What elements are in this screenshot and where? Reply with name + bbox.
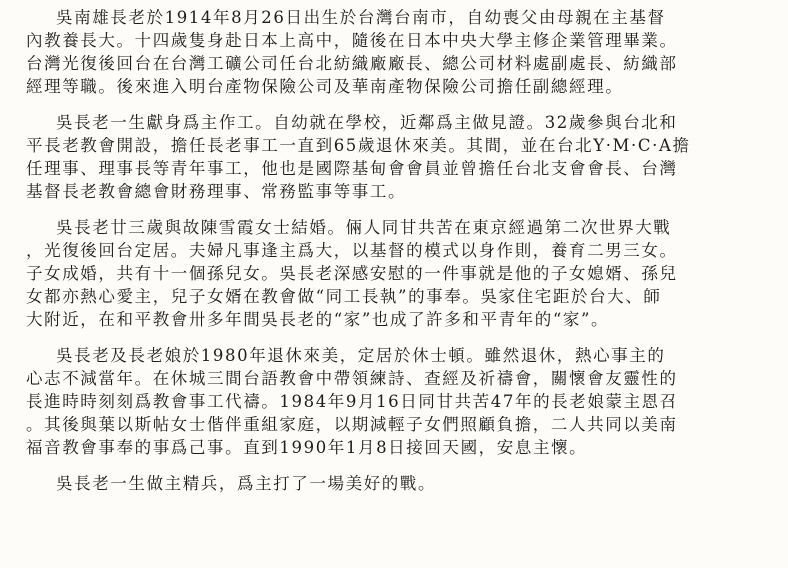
text-line: 長進時時刻刻爲教會事工代禱。1984年9月16日同甘共苦47年的長老娘蒙主恩召 bbox=[26, 392, 678, 411]
text-line: 女都亦熱心愛主，兒子女婿在教會做“同工長執”的事奉。吳家住宅距於台大、師 bbox=[26, 287, 662, 306]
text-line: 吳長老一生獻身爲主作工。自幼就在學校，近鄰爲主做見證。32歲參與台北和 bbox=[56, 113, 678, 132]
paragraph-biography-early-life bbox=[26, 6, 766, 98]
text-line: ，光復後回台定居。夫婦凡事逢主爲大，以基督的模式以身作則，養育二男三女。 bbox=[26, 241, 678, 260]
text-line: 心志不減當年。在休城三間台語教會中帶領練詩、查經及祈禱會，關懷會友靈性的 bbox=[26, 369, 678, 388]
text-line: 基督長老教會總會財務理事、常務監事等事工。 bbox=[26, 182, 407, 201]
text-line: 。其後與葉以斯帖女士偕伴重組家庭，以期減輕子女們照顧負擔，二人共同以美南 bbox=[26, 415, 678, 434]
text-line: 福音教會事奉的事爲己事。直到1990年1月8日接回天國，安息主懷。 bbox=[26, 438, 588, 457]
paragraph-retirement bbox=[26, 344, 766, 459]
paragraph-conclusion bbox=[26, 472, 766, 495]
text-line: 吳南雄長老於1914年8月26日出生於台灣台南市，自幼喪父由母親在主基督 bbox=[56, 8, 666, 27]
text-line: 內教養長大。十四歲隻身赴日本上高中，隨後在日本中央大學主修企業管理畢業。 bbox=[26, 31, 678, 50]
text-line: 吳長老一生做主精兵，爲主打了一場美好的戰。 bbox=[56, 474, 437, 493]
text-line: 經理等職。後來進入明台產物保險公司及華南產物保險公司擔任副總經理。 bbox=[26, 77, 624, 96]
paragraph-family bbox=[26, 216, 766, 331]
text-line: 台灣光復後回台在台灣工礦公司任台北紡織廠廠長、總公司材料處副處長、紡織部 bbox=[26, 54, 678, 73]
text-line: 平長老教會開設，擔任長老事工一直到65歲退休來美。其間，並在台北Y·M·C·A擔 bbox=[26, 136, 691, 155]
text-line: 吳長老及長老娘於1980年退休來美，定居於休士頓。雖然退休，熱心事主的 bbox=[56, 346, 666, 365]
text-line: 任理事、理事長等青年事工，他也是國際基甸會會員並曾擔任台北支會會長、台灣 bbox=[26, 159, 678, 178]
text-line: 吳長老廿三歲與故陳雪霞女士結婚。倆人同甘共苦在東京經過第二次世界大戰 bbox=[56, 218, 672, 237]
text-line: 子女成婚，共有十一個孫兒女。吳長老深感安慰的一件事就是他的子女媳婿、孫兒 bbox=[26, 264, 678, 283]
text-line: 大附近，在和平教會卅多年間吳長老的“家”也成了許多和平青年的“家”。 bbox=[26, 310, 610, 329]
paragraph-church-service bbox=[26, 111, 766, 203]
